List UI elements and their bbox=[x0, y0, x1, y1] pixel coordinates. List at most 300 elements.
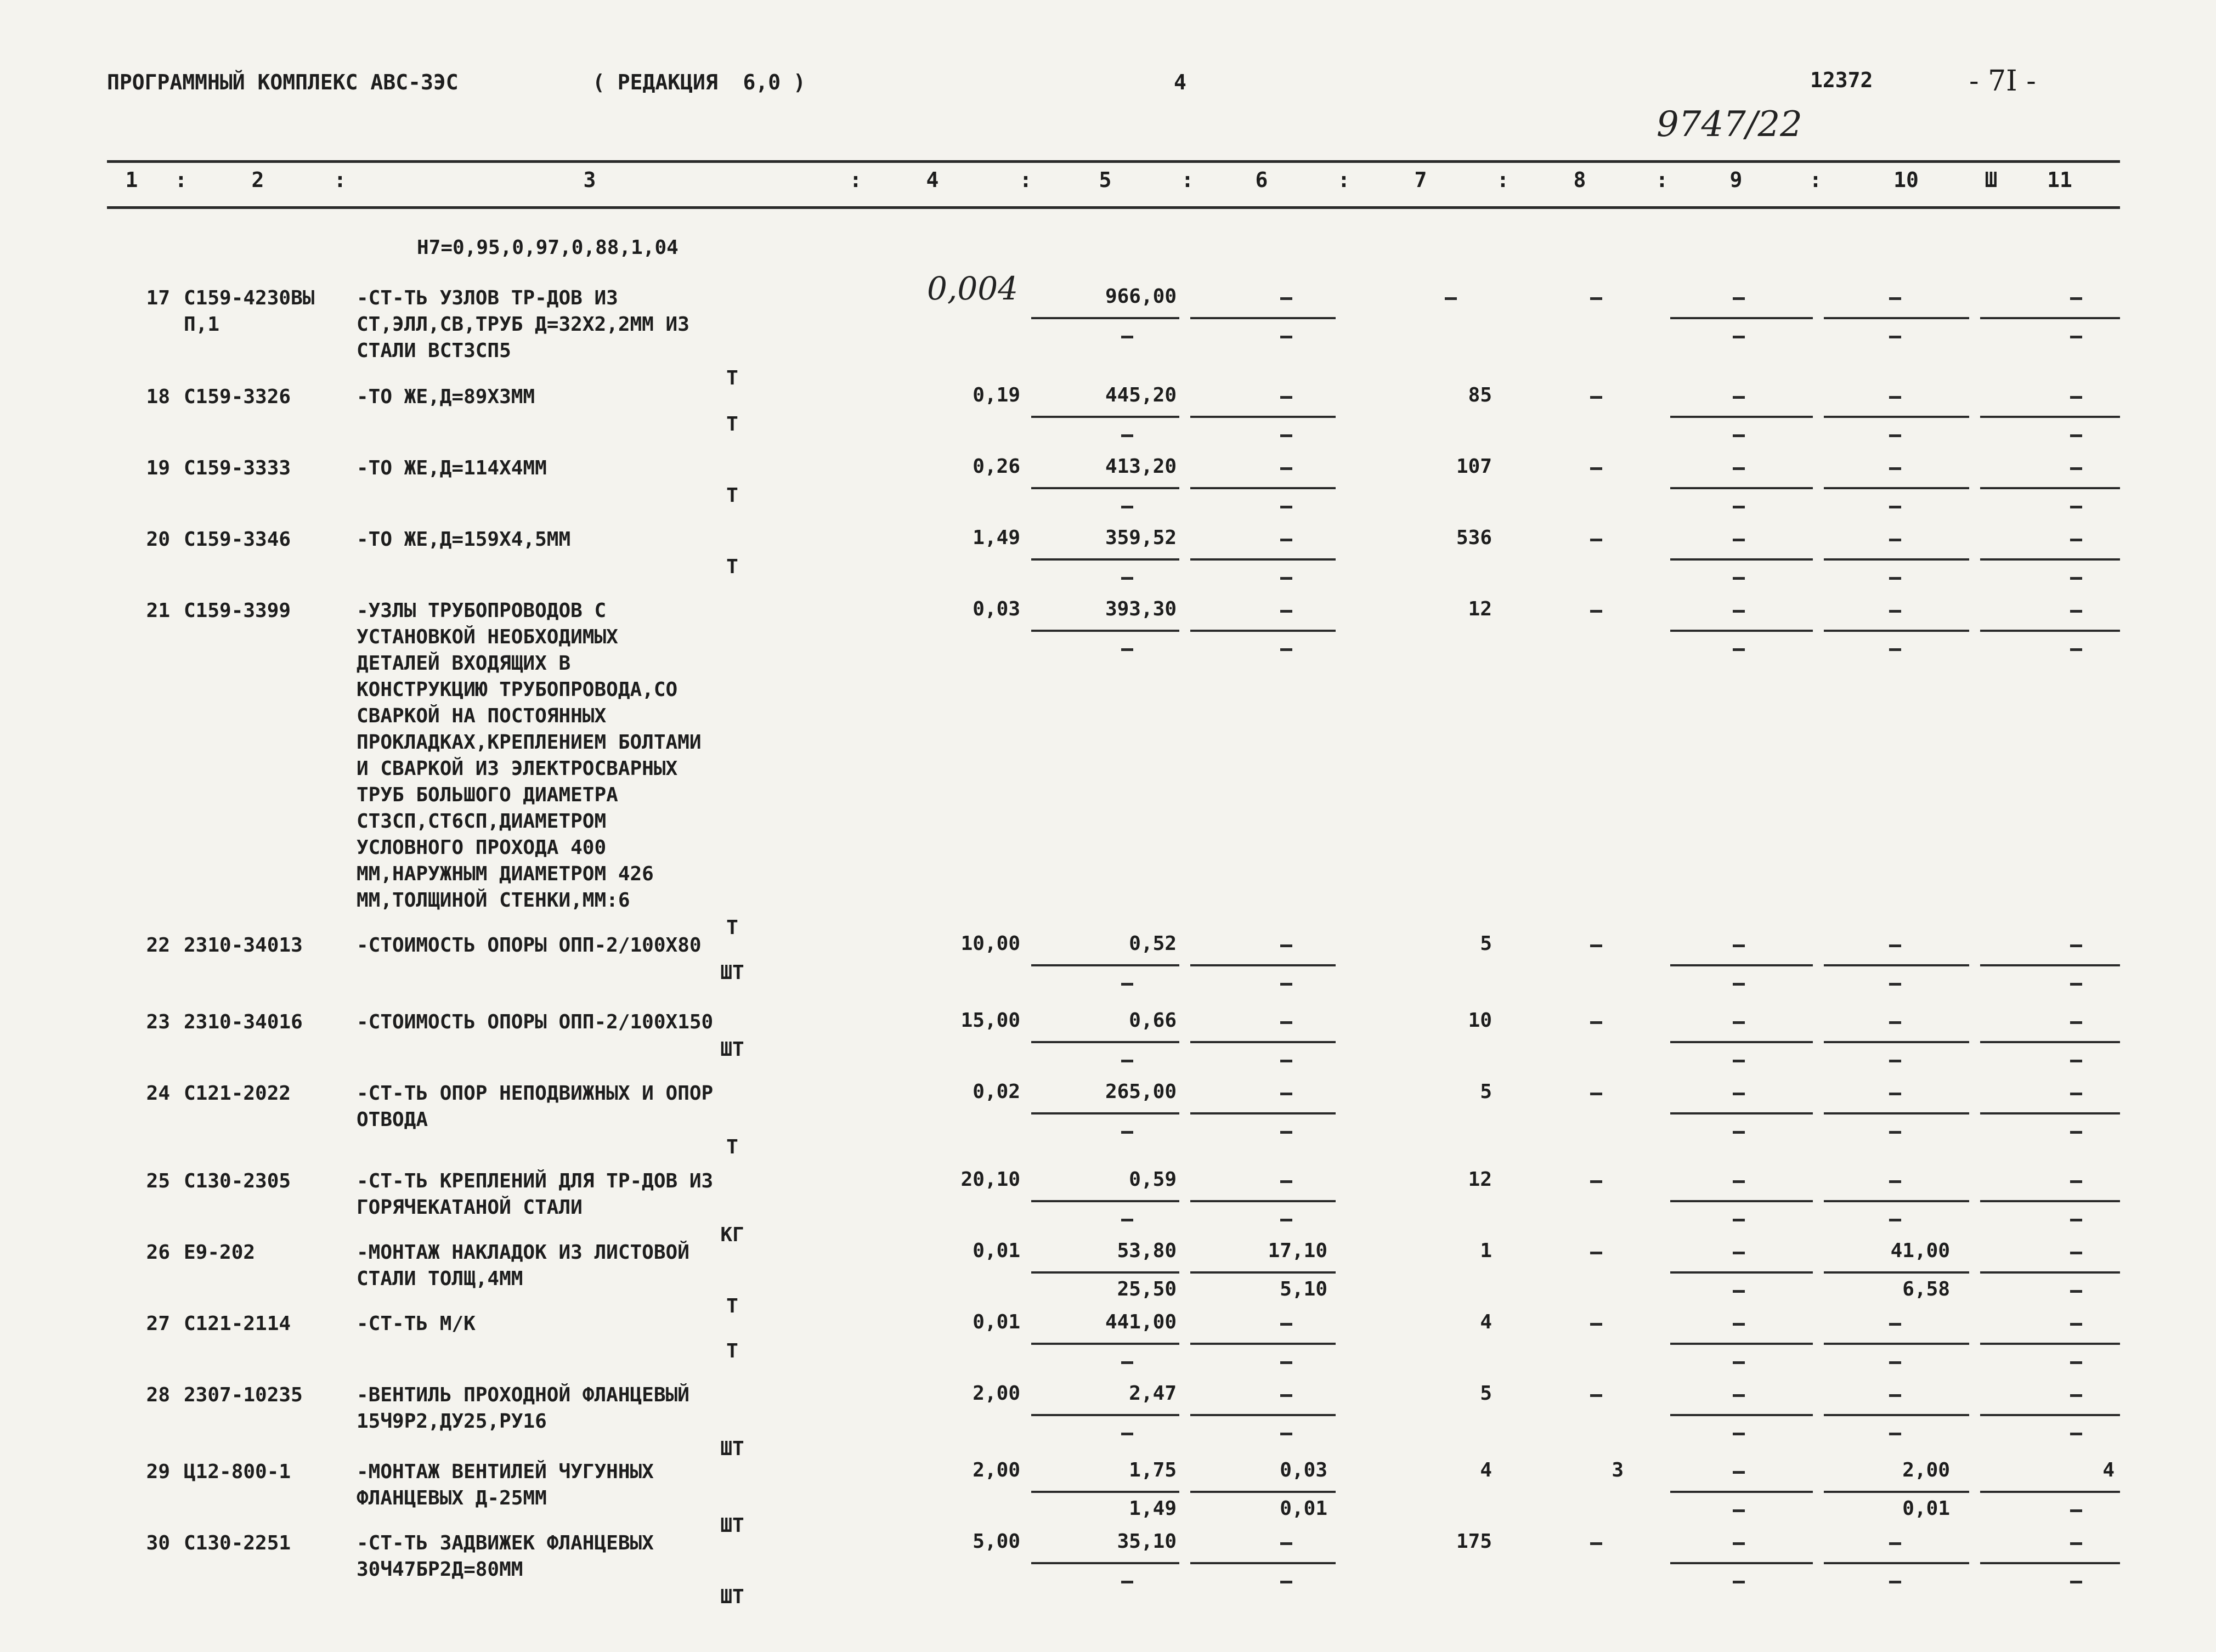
cell-underline bbox=[1824, 487, 1969, 489]
row-code: С159-3399 bbox=[184, 599, 291, 622]
row-description-line: -ТО ЖЕ,Д=89Х3ММ bbox=[357, 386, 535, 408]
cell-underline bbox=[1190, 1562, 1336, 1564]
row-description-line: -СТ-ТЬ УЗЛОВ ТР-ДОВ ИЗ bbox=[357, 287, 618, 309]
cell-underline bbox=[1190, 1414, 1336, 1416]
row-col7: 4 bbox=[1480, 1311, 1492, 1333]
row-col11b-dash bbox=[2070, 1219, 2082, 1221]
row-col10b-dash bbox=[1889, 1060, 1901, 1062]
row-code: С121-2022 bbox=[184, 1082, 291, 1105]
cell-underline bbox=[1670, 964, 1813, 966]
row-unit: Т bbox=[726, 484, 738, 507]
cell-underline bbox=[1980, 1491, 2120, 1493]
row-description-line: СТ,ЭЛЛ,СВ,ТРУБ Д=32Х2,2ММ ИЗ bbox=[357, 313, 689, 336]
row-col5b-dash bbox=[1121, 336, 1133, 338]
row-col6b-dash bbox=[1280, 1131, 1292, 1134]
row-quantity: 0,01 bbox=[973, 1240, 1020, 1262]
row-code: 2307-10235 bbox=[184, 1384, 303, 1406]
row-col10-dash bbox=[1889, 539, 1901, 541]
row-col10-dash bbox=[1889, 467, 1901, 470]
row-col9-dash bbox=[1733, 1471, 1745, 1474]
row-unit: ШТ bbox=[720, 961, 744, 984]
row-col11b-dash bbox=[2070, 983, 2082, 986]
cell-underline bbox=[1031, 1041, 1179, 1043]
row-col5b-dash bbox=[1121, 577, 1133, 580]
row-col10-dash bbox=[1889, 1323, 1901, 1326]
row-col11-dash bbox=[2070, 1323, 2082, 1326]
row-col11: 4 bbox=[2102, 1459, 2115, 1481]
cell-underline bbox=[1980, 1562, 2120, 1564]
row-col11-dash bbox=[2070, 1021, 2082, 1024]
cell-underline bbox=[1980, 1200, 2120, 1202]
cell-underline bbox=[1824, 1562, 1969, 1564]
row-col11b-dash bbox=[2070, 336, 2082, 338]
row-code: С159-4230ВЫ П,1 bbox=[184, 287, 327, 336]
cell-underline bbox=[1670, 487, 1813, 489]
row-description-line: -УЗЛЫ ТРУБОПРОВОДОВ С bbox=[357, 599, 607, 622]
row-description-line: -ТО ЖЕ,Д=114Х4ММ bbox=[357, 457, 547, 479]
row-col6b: 5,10 bbox=[1280, 1278, 1327, 1300]
cell-underline bbox=[1190, 1200, 1336, 1202]
row-col5b-dash bbox=[1121, 1433, 1133, 1435]
row-col8-dash bbox=[1590, 396, 1602, 399]
column-number-7: 7 bbox=[1414, 168, 1427, 192]
row-col7: 5 bbox=[1480, 1382, 1492, 1405]
row-col6b-dash bbox=[1280, 648, 1292, 651]
row-col8-dash bbox=[1590, 1394, 1602, 1397]
row-unit: Т bbox=[726, 1340, 738, 1362]
row-col9-dash bbox=[1733, 1252, 1745, 1254]
row-col9-dash bbox=[1733, 539, 1745, 541]
cell-underline bbox=[1670, 416, 1813, 418]
cell-underline bbox=[1824, 630, 1969, 632]
row-description-line: ТРУБ БОЛЬШОГО ДИАМЕТРА bbox=[357, 784, 618, 806]
row-col5b-dash bbox=[1121, 1581, 1133, 1583]
row-description-line: 15Ч9Р2,ДУ25,РУ16 bbox=[357, 1410, 547, 1433]
row-col7-dash bbox=[1445, 297, 1457, 300]
row-unit: Т bbox=[726, 1295, 738, 1317]
row-col9-dash bbox=[1733, 944, 1745, 947]
row-col9-dash bbox=[1733, 1180, 1745, 1183]
row-unit: ШТ bbox=[720, 1514, 744, 1537]
cell-underline bbox=[1190, 1343, 1336, 1345]
row-col9b-dash bbox=[1733, 336, 1745, 338]
cell-underline bbox=[1031, 1491, 1179, 1493]
row-quantity: 15,00 bbox=[960, 1009, 1020, 1032]
cell-underline bbox=[1980, 1343, 2120, 1345]
cell-underline bbox=[1824, 1414, 1969, 1416]
cell-underline bbox=[1670, 1562, 1813, 1564]
cell-underline bbox=[1031, 964, 1179, 966]
row-col8-dash bbox=[1590, 1542, 1602, 1545]
row-col6b-dash bbox=[1280, 1060, 1292, 1062]
row-col9-dash bbox=[1733, 297, 1745, 300]
row-col9b-dash bbox=[1733, 434, 1745, 437]
column-number-11: 11 bbox=[2047, 168, 2072, 192]
row-col10b-dash bbox=[1889, 577, 1901, 580]
row-description-line: -СТ-ТЬ ОПОР НЕПОДВИЖНЫХ И ОПОР bbox=[357, 1082, 714, 1105]
row-col5: 413,20 bbox=[1105, 455, 1177, 478]
row-number: 20 bbox=[146, 528, 170, 551]
cell-underline bbox=[1031, 1112, 1179, 1114]
row-description-line: ДЕТАЛЕЙ ВХОДЯЩИХ В bbox=[357, 652, 571, 675]
row-col9b-dash bbox=[1733, 983, 1745, 986]
cell-underline bbox=[1190, 964, 1336, 966]
column-number-8: 8 bbox=[1573, 168, 1586, 192]
column-number-10: 10 bbox=[1893, 168, 1919, 192]
row-number: 21 bbox=[146, 599, 170, 622]
cell-underline bbox=[1980, 1271, 2120, 1274]
row-code: Е9-202 bbox=[184, 1241, 256, 1264]
cell-underline bbox=[1980, 1112, 2120, 1114]
row-code: 2310-34013 bbox=[184, 934, 303, 957]
cell-underline bbox=[1824, 317, 1969, 319]
row-col10b-dash bbox=[1889, 983, 1901, 986]
cell-underline bbox=[1670, 558, 1813, 561]
cell-underline bbox=[1980, 1414, 2120, 1416]
row-col9b-dash bbox=[1733, 1509, 1745, 1512]
row-col9-dash bbox=[1733, 1394, 1745, 1397]
cell-underline bbox=[1980, 416, 2120, 418]
row-col11b-dash bbox=[2070, 577, 2082, 580]
row-col8-dash bbox=[1590, 610, 1602, 613]
row-code: С121-2114 bbox=[184, 1312, 291, 1335]
row-number: 22 bbox=[146, 934, 170, 957]
row-col7: 5 bbox=[1480, 932, 1492, 955]
row-col11b-dash bbox=[2070, 1581, 2082, 1583]
row-col6b-dash bbox=[1280, 1581, 1292, 1583]
header-rule-bottom bbox=[107, 206, 2120, 209]
row-col9-dash bbox=[1733, 1021, 1745, 1024]
cell-underline bbox=[1980, 317, 2120, 319]
cell-underline bbox=[1670, 1271, 1813, 1274]
row-col11-dash bbox=[2070, 539, 2082, 541]
row-col9-dash bbox=[1733, 1093, 1745, 1095]
column-number-9: 9 bbox=[1729, 168, 1743, 192]
row-col8-dash bbox=[1590, 467, 1602, 470]
row-col6b-dash bbox=[1280, 983, 1292, 986]
row-description-line: СВАРКОЙ НА ПОСТОЯННЫХ bbox=[357, 705, 607, 727]
row-col11b-dash bbox=[2070, 1509, 2082, 1512]
row-description-line: ФЛАНЦЕВЫХ Д-25ММ bbox=[357, 1487, 547, 1509]
page-number: - 7I - bbox=[1969, 65, 2036, 98]
row-col11b-dash bbox=[2070, 1060, 2082, 1062]
row-col10b-dash bbox=[1889, 336, 1901, 338]
cell-underline bbox=[1824, 1041, 1969, 1043]
row-col10-dash bbox=[1889, 1093, 1901, 1095]
row-col6b-dash bbox=[1280, 1219, 1292, 1221]
cell-underline bbox=[1980, 487, 2120, 489]
row-col8-dash bbox=[1590, 1252, 1602, 1254]
row-col7: 175 bbox=[1456, 1530, 1492, 1553]
row-unit: Т bbox=[726, 1136, 738, 1158]
row-col8-dash bbox=[1590, 1093, 1602, 1095]
row-col6-dash bbox=[1280, 610, 1292, 613]
row-col10b: 6,58 bbox=[1902, 1278, 1950, 1300]
note-line: Н7=0,95,0,97,0,88,1,04 bbox=[417, 236, 679, 259]
row-description-line: ММ,ТОЛЩИНОЙ СТЕНКИ,ММ:6 bbox=[357, 889, 630, 912]
cell-underline bbox=[1031, 1562, 1179, 1564]
row-col5b-dash bbox=[1121, 434, 1133, 437]
row-col5: 0,59 bbox=[1129, 1168, 1177, 1191]
row-col10b-dash bbox=[1889, 1581, 1901, 1583]
cell-underline bbox=[1824, 558, 1969, 561]
row-col10b-dash bbox=[1889, 1131, 1901, 1134]
row-number: 29 bbox=[146, 1461, 170, 1483]
row-col7: 1 bbox=[1480, 1240, 1492, 1262]
row-col10-dash bbox=[1889, 1180, 1901, 1183]
row-quantity: 0,004 bbox=[927, 270, 1019, 307]
row-number: 26 bbox=[146, 1241, 170, 1264]
row-col10-dash bbox=[1889, 1021, 1901, 1024]
row-col7: 4 bbox=[1480, 1459, 1492, 1481]
cell-underline bbox=[1824, 1343, 1969, 1345]
cell-underline bbox=[1031, 317, 1179, 319]
row-col11-dash bbox=[2070, 1252, 2082, 1254]
row-description-line: -СТОИМОСТЬ ОПОРЫ ОПП-2/100Х150 bbox=[357, 1011, 714, 1033]
cell-underline bbox=[1670, 1491, 1813, 1493]
row-number: 19 bbox=[146, 457, 170, 479]
row-description-line: ОТВОДА bbox=[357, 1108, 428, 1131]
row-col8-dash bbox=[1590, 1323, 1602, 1326]
cell-underline bbox=[1031, 558, 1179, 561]
row-col9b-dash bbox=[1733, 1219, 1745, 1221]
row-code: 2310-34016 bbox=[184, 1011, 303, 1033]
row-col6-dash bbox=[1280, 1093, 1292, 1095]
row-col9b-dash bbox=[1733, 1433, 1745, 1435]
row-code: С130-2305 bbox=[184, 1170, 291, 1192]
row-col10-dash bbox=[1889, 1542, 1901, 1545]
cell-underline bbox=[1980, 1041, 2120, 1043]
program-title: ПРОГРАММНЫЙ КОМПЛЕКС АВС-3ЭС bbox=[107, 70, 459, 94]
row-col5: 0,52 bbox=[1129, 932, 1177, 955]
cell-underline bbox=[1031, 1343, 1179, 1345]
row-description-line: ПРОКЛАДКАХ,КРЕПЛЕНИЕМ БОЛТАМИ bbox=[357, 731, 702, 754]
row-col9b-dash bbox=[1733, 506, 1745, 508]
row-description-line: И СВАРКОЙ ИЗ ЭЛЕКТРОСВАРНЫХ bbox=[357, 757, 678, 780]
row-col5: 53,80 bbox=[1117, 1240, 1177, 1262]
row-code: С159-3346 bbox=[184, 528, 291, 551]
row-quantity: 2,00 bbox=[973, 1459, 1020, 1481]
row-col6-dash bbox=[1280, 1394, 1292, 1397]
row-col10b-dash bbox=[1889, 506, 1901, 508]
row-col5b-dash bbox=[1121, 1060, 1133, 1062]
row-quantity: 2,00 bbox=[973, 1382, 1020, 1405]
row-col8-dash bbox=[1590, 297, 1602, 300]
row-col10b: 0,01 bbox=[1902, 1497, 1950, 1520]
row-quantity: 0,02 bbox=[973, 1080, 1020, 1103]
column-separator: : bbox=[1655, 168, 1669, 192]
row-col8-dash bbox=[1590, 944, 1602, 947]
column-number-4: 4 bbox=[926, 168, 939, 192]
row-col10-dash bbox=[1889, 1394, 1901, 1397]
row-quantity: 10,00 bbox=[960, 932, 1020, 955]
column-separator: : bbox=[333, 168, 347, 192]
row-col10: 2,00 bbox=[1902, 1459, 1950, 1481]
row-col11b-dash bbox=[2070, 1433, 2082, 1435]
handwritten-reference: 9747/22 bbox=[1657, 104, 1802, 145]
row-col9b-dash bbox=[1733, 1290, 1745, 1293]
column-separator: : bbox=[849, 168, 862, 192]
row-col11b-dash bbox=[2070, 1290, 2082, 1293]
column-separator: : bbox=[174, 168, 188, 192]
row-col5: 0,66 bbox=[1129, 1009, 1177, 1032]
row-unit: Т bbox=[726, 916, 738, 939]
row-col8-dash bbox=[1590, 1021, 1602, 1024]
row-col11b-dash bbox=[2070, 434, 2082, 437]
row-quantity: 0,01 bbox=[973, 1311, 1020, 1333]
row-number: 18 bbox=[146, 386, 170, 408]
column-number-1: 1 bbox=[125, 168, 138, 192]
row-col6-dash bbox=[1280, 539, 1292, 541]
row-description-line: -СТ-ТЬ ЗАДВИЖЕК ФЛАНЦЕВЫХ bbox=[357, 1532, 654, 1554]
row-col5b-dash bbox=[1121, 1131, 1133, 1134]
row-code: Ц12-800-1 bbox=[184, 1461, 291, 1483]
row-col9-dash bbox=[1733, 396, 1745, 399]
row-description-line: -СТ-ТЬ М/К bbox=[357, 1312, 476, 1335]
cell-underline bbox=[1190, 416, 1336, 418]
row-col5b: 25,50 bbox=[1117, 1278, 1177, 1300]
row-col9-dash bbox=[1733, 1323, 1745, 1326]
cell-underline bbox=[1190, 1491, 1336, 1493]
row-number: 30 bbox=[146, 1532, 170, 1554]
row-unit: Т bbox=[726, 413, 738, 435]
row-col5b-dash bbox=[1121, 1361, 1133, 1364]
row-quantity: 0,19 bbox=[973, 384, 1020, 406]
row-description-line: УСЛОВНОГО ПРОХОДА 400 bbox=[357, 836, 607, 859]
row-col11b-dash bbox=[2070, 1361, 2082, 1364]
row-col10b-dash bbox=[1889, 1361, 1901, 1364]
row-col11-dash bbox=[2070, 467, 2082, 470]
cell-underline bbox=[1031, 1200, 1179, 1202]
row-quantity: 0,26 bbox=[973, 455, 1020, 478]
row-col6b-dash bbox=[1280, 1433, 1292, 1435]
row-description-line: -ТО ЖЕ,Д=159Х4,5ММ bbox=[357, 528, 571, 551]
row-col10-dash bbox=[1889, 297, 1901, 300]
row-col5: 441,00 bbox=[1105, 1311, 1177, 1333]
column-number-6: 6 bbox=[1255, 168, 1268, 192]
row-description-line: -МОНТАЖ НАКЛАДОК ИЗ ЛИСТОВОЙ bbox=[357, 1241, 689, 1264]
row-col6b-dash bbox=[1280, 577, 1292, 580]
row-col7: 12 bbox=[1468, 1168, 1492, 1191]
column-number-3: 3 bbox=[583, 168, 596, 192]
row-col7: 12 bbox=[1468, 598, 1492, 620]
row-col6-dash bbox=[1280, 467, 1292, 470]
cell-underline bbox=[1190, 1112, 1336, 1114]
cell-underline bbox=[1190, 558, 1336, 561]
row-col6: 17,10 bbox=[1268, 1240, 1327, 1262]
row-col6-dash bbox=[1280, 1542, 1292, 1545]
row-col10-dash bbox=[1889, 610, 1901, 613]
row-description-line: ГОРЯЧЕКАТАНОЙ СТАЛИ bbox=[357, 1196, 583, 1219]
row-description-line: -СТОИМОСТЬ ОПОРЫ ОПП-2/100Х80 bbox=[357, 934, 702, 957]
row-col5: 2,47 bbox=[1129, 1382, 1177, 1405]
cell-underline bbox=[1670, 1200, 1813, 1202]
row-col5: 265,00 bbox=[1105, 1080, 1177, 1103]
row-number: 23 bbox=[146, 1011, 170, 1033]
row-col11-dash bbox=[2070, 944, 2082, 947]
row-col5: 35,10 bbox=[1117, 1530, 1177, 1553]
row-col10b-dash bbox=[1889, 1219, 1901, 1221]
row-col7: 107 bbox=[1456, 455, 1492, 478]
cell-underline bbox=[1190, 1271, 1336, 1274]
row-col6b-dash bbox=[1280, 336, 1292, 338]
row-col11-dash bbox=[2070, 1394, 2082, 1397]
row-col5: 393,30 bbox=[1105, 598, 1177, 620]
cell-underline bbox=[1670, 1112, 1813, 1114]
row-col10b-dash bbox=[1889, 648, 1901, 651]
cell-underline bbox=[1980, 630, 2120, 632]
row-description-line: ММ,НАРУЖНЫМ ДИАМЕТРОМ 426 bbox=[357, 863, 654, 885]
row-unit: Т bbox=[726, 367, 738, 389]
row-col9b-dash bbox=[1733, 1581, 1745, 1583]
column-separator: : bbox=[1496, 168, 1510, 192]
cell-underline bbox=[1824, 1200, 1969, 1202]
row-description-line: -СТ-ТЬ КРЕПЛЕНИЙ ДЛЯ ТР-ДОВ ИЗ bbox=[357, 1170, 714, 1192]
cell-underline bbox=[1190, 317, 1336, 319]
cell-underline bbox=[1824, 964, 1969, 966]
row-number: 24 bbox=[146, 1082, 170, 1105]
cell-underline bbox=[1670, 630, 1813, 632]
row-col5: 966,00 bbox=[1105, 285, 1177, 308]
cell-underline bbox=[1824, 1491, 1969, 1493]
row-unit: ШТ bbox=[720, 1586, 744, 1608]
row-col5b-dash bbox=[1121, 983, 1133, 986]
row-col10b-dash bbox=[1889, 434, 1901, 437]
row-number: 25 bbox=[146, 1170, 170, 1192]
row-col6-dash bbox=[1280, 944, 1292, 947]
row-description-line: СТАЛИ ВСТ3СП5 bbox=[357, 340, 511, 362]
row-col5: 359,52 bbox=[1105, 527, 1177, 549]
row-col11-dash bbox=[2070, 297, 2082, 300]
row-col6-dash bbox=[1280, 1021, 1292, 1024]
row-col6-dash bbox=[1280, 1180, 1292, 1183]
row-quantity: 0,03 bbox=[973, 598, 1020, 620]
row-col11b-dash bbox=[2070, 1131, 2082, 1134]
row-quantity: 1,49 bbox=[973, 527, 1020, 549]
column-number-2: 2 bbox=[251, 168, 264, 192]
row-col6b-dash bbox=[1280, 506, 1292, 508]
cell-underline bbox=[1670, 1414, 1813, 1416]
cell-underline bbox=[1190, 487, 1336, 489]
row-col6: 0,03 bbox=[1280, 1459, 1327, 1481]
row-description-line: КОНСТРУКЦИЮ ТРУБОПРОВОДА,СО bbox=[357, 678, 678, 701]
row-description-line: СТ3СП,СТ6СП,ДИАМЕТРОМ bbox=[357, 810, 607, 833]
cell-underline bbox=[1980, 964, 2120, 966]
column-number-5: 5 bbox=[1099, 168, 1112, 192]
row-col7: 10 bbox=[1468, 1009, 1492, 1032]
cell-underline bbox=[1824, 1271, 1969, 1274]
row-col8-dash bbox=[1590, 539, 1602, 541]
row-col10-dash bbox=[1889, 396, 1901, 399]
row-col8-dash bbox=[1590, 1180, 1602, 1183]
row-col7: 5 bbox=[1480, 1080, 1492, 1103]
row-col9-dash bbox=[1733, 1542, 1745, 1545]
row-col6b-dash bbox=[1280, 1361, 1292, 1364]
column-separator: : bbox=[1809, 168, 1822, 192]
row-col9b-dash bbox=[1733, 577, 1745, 580]
row-col5b-dash bbox=[1121, 506, 1133, 508]
row-code: С159-3326 bbox=[184, 386, 291, 408]
row-col6-dash bbox=[1280, 297, 1292, 300]
cell-underline bbox=[1031, 1271, 1179, 1274]
row-col6-dash bbox=[1280, 396, 1292, 399]
row-code: С130-2251 bbox=[184, 1532, 291, 1554]
row-number: 28 bbox=[146, 1384, 170, 1406]
row-quantity: 5,00 bbox=[973, 1530, 1020, 1553]
row-col7: 85 bbox=[1468, 384, 1492, 406]
cell-underline bbox=[1670, 1343, 1813, 1345]
row-col10: 41,00 bbox=[1890, 1240, 1950, 1262]
